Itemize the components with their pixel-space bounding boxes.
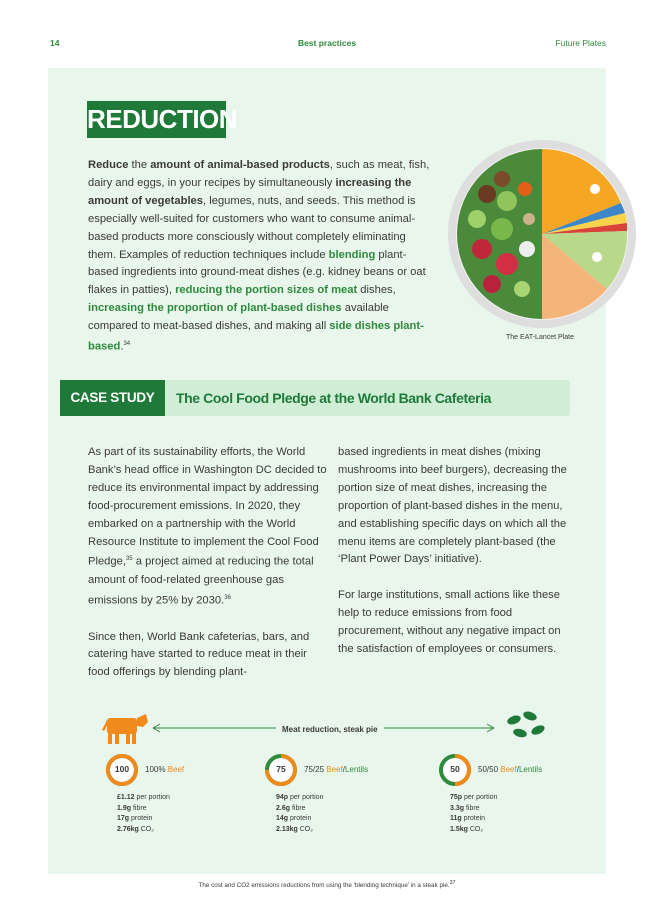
stat-fibre: 2.6g fibre xyxy=(276,804,306,812)
brand-name: Future Plates xyxy=(555,38,606,48)
plate-caption: The EAT-Lancet Plate xyxy=(506,334,574,341)
blend-ratio-label: 75/25 Beef/Lentils xyxy=(304,765,369,774)
ring-value: 50 xyxy=(450,764,460,774)
case-study-column-left xyxy=(88,444,328,700)
page-number: 14 xyxy=(50,38,60,48)
stat-protein: 14g protein xyxy=(276,815,312,823)
case-study-paragraph: As part of its sustainability efforts, the World Bank’s head office in Washington DC decided to reduce its environmental impact by addressing food-procurement emissions. In 2020, they embarked on a partnership with the World Resource Institute to implement the Cool Food Pledge,$^{35}$ a project aimed at reducing the total amount of food-related greenhouse gas emissions by 25% by 2030.36 xyxy=(88,446,327,607)
nutrition-stats xyxy=(117,793,170,835)
ring-value: 100 xyxy=(114,764,130,774)
case-study-column-right xyxy=(338,444,570,677)
ring-value: 75 xyxy=(276,764,286,774)
nutrition-stats xyxy=(276,793,323,835)
nutrition-stats xyxy=(450,793,497,835)
cow-icon xyxy=(102,714,148,744)
case-study-paragraph: Since then, World Bank cafeterias, bars, and catering have started to reduce meat in their food offerings by blending plant- xyxy=(88,630,310,679)
case-study-paragraph: For large institutions, small actions like these help to reduce emissions from food procurement, without any negative impact on the satisfaction of employees or consumers. xyxy=(338,589,561,655)
stat-fibre: 3.3g fibre xyxy=(450,804,480,812)
stat-fibre: 1.9g fibre xyxy=(117,804,147,812)
case-study-title: The Cool Food Pledge at the World Bank Cafeteria xyxy=(176,390,492,406)
reduction-intro: Reduce the amount of animal-based products, such as meat, fish, dairy and eggs, in your recipes by simultaneously increasing the amount of vegetables, legumes, nuts, and seeds. This method is especially well-suited for customers who want to consume animal-based products more consciously without completely eliminating them. Examples of reduction techniques include blending plant-based ingredients into ground-meat dishes (e.g. kidney beans or oat flakes in patties), reducing the portion sizes of meat dishes, increasing the proportion of plant-based dishes available compared to meat-based dishes, and making all side dishes plant-based.$^{34}$ xyxy=(88,159,430,353)
stat-protein: 17g protein xyxy=(117,815,153,823)
stat-co2: 2.13kg CO₂ xyxy=(276,825,313,833)
stat-price: 75p per portion xyxy=(450,794,498,801)
eat-lancet-plate-illustration xyxy=(447,139,637,329)
reduction-title: REDUCTION xyxy=(87,101,226,138)
blend-ratio-label: 50/50 Beef/Lentils xyxy=(478,765,543,774)
figure-footnote: The cost and CO2 emissions reductions from using the ‘blending technique’ in a steak pie.$^{37}$ xyxy=(198,880,456,890)
stat-protein: 11g protein xyxy=(450,815,486,823)
stat-co2: 1.5kg CO₂ xyxy=(450,825,484,833)
stat-price: £1.12 per portion xyxy=(117,794,170,801)
lentils-icon xyxy=(506,710,546,739)
stat-co2: 2.76kg CO₂ xyxy=(117,825,154,833)
blending-diagram xyxy=(0,700,654,850)
diagram-arrow-label: Meat reduction, steak pie xyxy=(276,725,384,734)
blend-ratio-label: 100% Beef xyxy=(145,765,185,774)
section-title: Best practices xyxy=(297,38,357,48)
case-study-label: CASE STUDY xyxy=(60,380,165,416)
case-study-paragraph: based ingredients in meat dishes (mixing mushrooms into beef burgers), decreasing the portion size of meat dishes, increasing the proportion of plant-based dishes in the menu, and establishing specific days on which all the menu items are completely plant-based (the ‘Plant Power Days’ initiative). xyxy=(338,446,567,566)
stat-price: 94p per portion xyxy=(276,794,324,801)
